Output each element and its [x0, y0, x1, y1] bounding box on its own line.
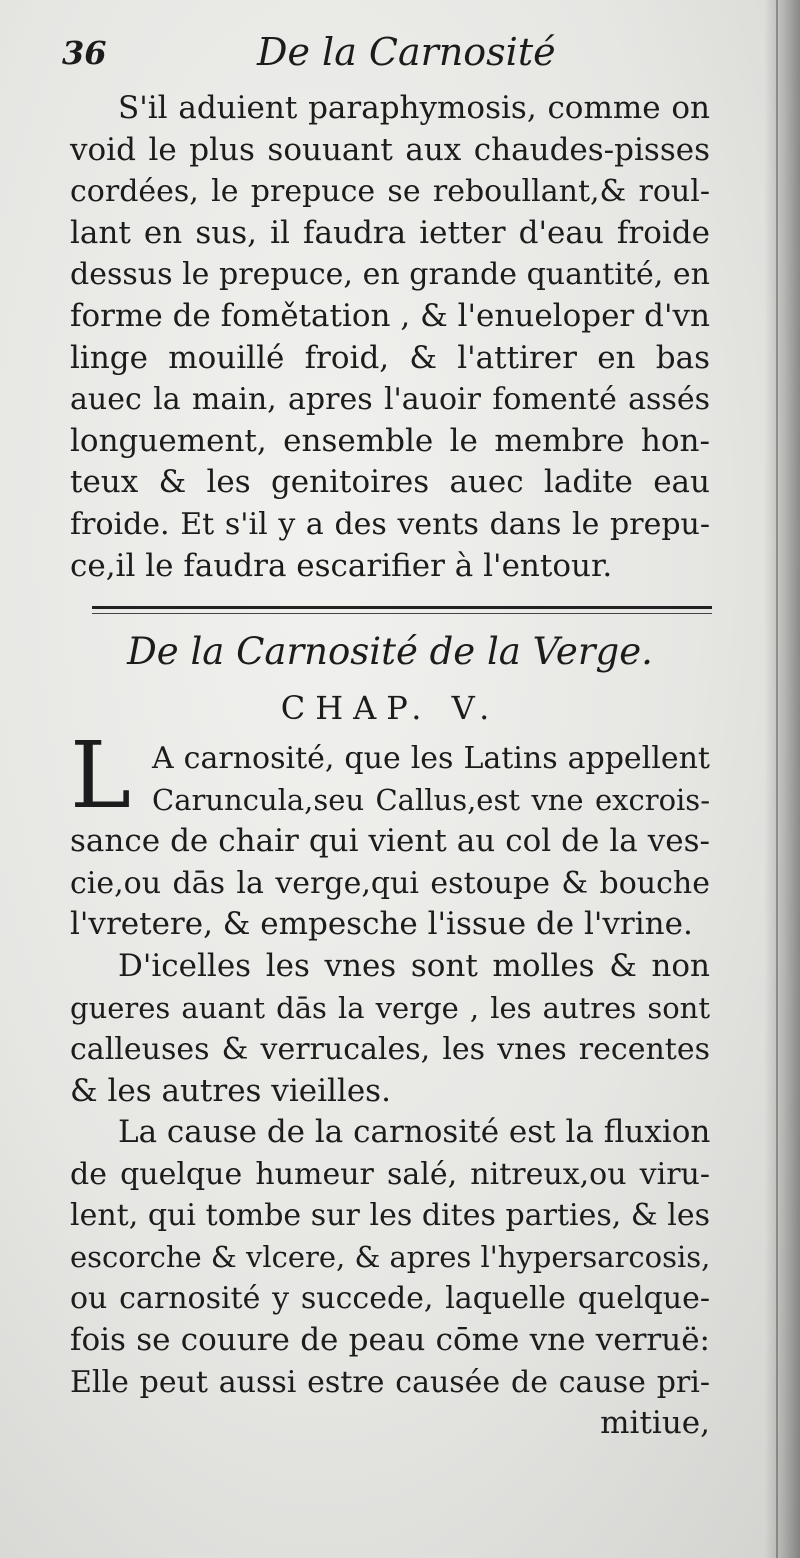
catchword-line: mitiue, — [600, 1405, 710, 1442]
paragraph-2 — [70, 738, 710, 946]
text-line: Caruncula,seu Callus,est vne excrois- — [152, 782, 710, 817]
text-line: dessus le prepuce, en grande quantité, en — [70, 257, 710, 293]
paragraph-3 — [70, 946, 710, 1112]
text-line: de quelque humeur salé, nitreux,ou viru- — [70, 1156, 710, 1192]
running-head — [62, 30, 722, 78]
text-line: ce,il le faudra escarifier à l'entour. — [70, 547, 613, 584]
text-line: Elle peut aussi estre causée de cause pri- — [70, 1364, 710, 1400]
chapter-heading: CHAP. V. — [280, 689, 500, 727]
text-line: & les autres vieilles. — [70, 1072, 391, 1109]
page-number: 36 — [62, 34, 107, 72]
drop-cap: L — [70, 722, 132, 829]
text-line: fois se couure de peau cōme vne verruë: — [70, 1321, 710, 1358]
text-line: A carnosité, que les Latins appellent — [152, 741, 710, 776]
text-line: escorche & vlcere, & apres l'hypersarcosis, — [70, 1239, 711, 1274]
section-divider — [92, 606, 712, 609]
text-line: void le plus souuant aux chaudes-pisses — [70, 131, 710, 168]
text-line: linge mouillé froid, & l'attirer en bas — [70, 339, 710, 376]
text-line: La cause de la carnosité est la fluxion — [118, 1114, 711, 1150]
section-divider-thin — [92, 613, 712, 614]
paragraph-4 — [70, 1112, 710, 1445]
text-line: froide. Et s'il y a des vents dans le prepu- — [70, 506, 710, 542]
text-line: teux & les genitoires auec ladite eau — [70, 464, 710, 501]
page-edge — [776, 0, 778, 1558]
running-title: De la Carnosité — [257, 30, 556, 74]
text-line: ou carnosité y succede, laquelle quelque- — [70, 1281, 710, 1317]
text-line: calleuses & verrucales, les vnes recentes — [70, 1032, 710, 1068]
text-line: gueres auant dās la verge , les autres sont — [70, 990, 710, 1025]
section-title: De la Carnosité de la Verge. — [127, 630, 653, 673]
text-line: cordées, le prepuce se reboullant,& roul- — [70, 174, 710, 210]
paragraph-1 — [70, 88, 710, 587]
text-line: l'vretere, & empesche l'issue de l'vrine. — [70, 906, 693, 943]
text-line: forme de fomětation , & l'enueloper d'vn — [70, 297, 710, 334]
text-line: D'icelles les vnes sont molles & non — [118, 948, 710, 984]
text-line: sance de chair qui vient au col de la ves- — [70, 823, 710, 860]
text-line: S'il aduient paraphymosis, comme on — [118, 90, 710, 126]
text-line: cie,ou dās la verge,qui estoupe & bouche — [70, 865, 710, 901]
text-line: auec la main, apres l'auoir fomenté assés — [70, 382, 710, 418]
text-line: longuement, ensemble le membre hon- — [70, 422, 710, 459]
text-line: lant en sus, il faudra ietter d'eau froide — [70, 214, 710, 251]
binding-shadow — [764, 0, 800, 1558]
text-line: lent, qui tombe sur les dites parties, & les — [70, 1198, 710, 1234]
